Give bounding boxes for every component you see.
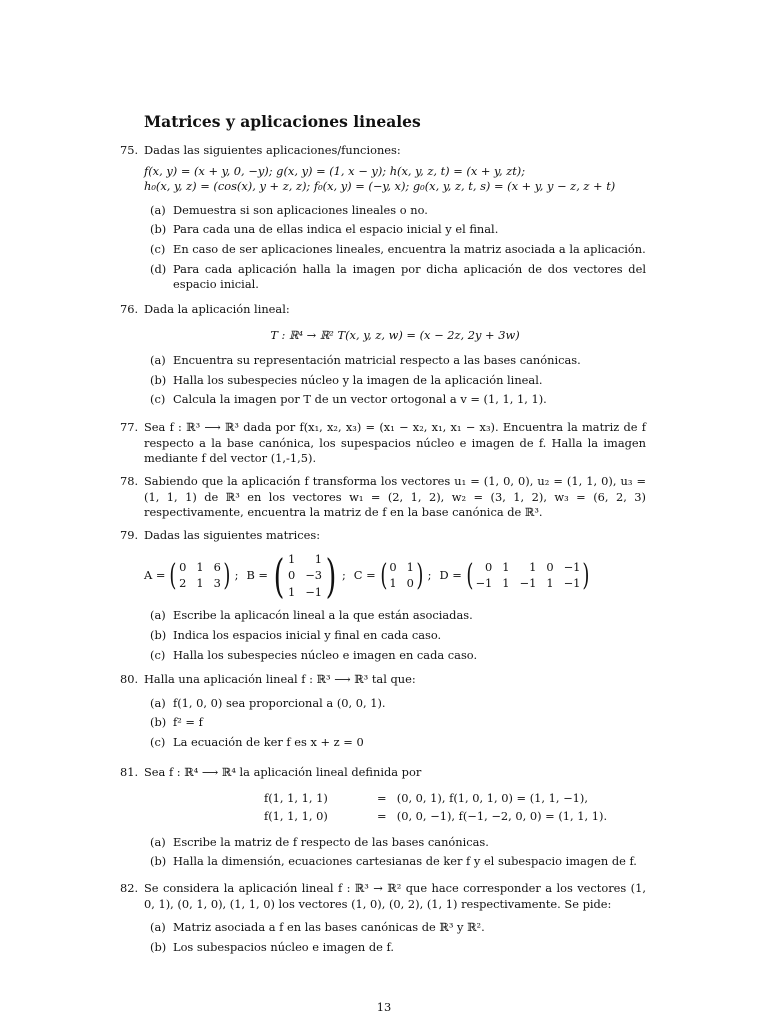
list-item: (b) Los subespacios núcleo e imagen de f. xyxy=(150,939,394,954)
problem-number: 77. xyxy=(120,420,139,434)
list-item: (c) Calcula la imagen por T de un vector ortogonal a v = (1, 1, 1, 1). xyxy=(150,392,547,407)
section-title: Matrices y aplicaciones lineales xyxy=(144,112,421,131)
list-item: (d) Para cada aplicación halla la imagen por dicha aplicación de dos vectores del espacio inicial. xyxy=(150,261,646,292)
matrix-a: ( 0 1 6 2 1 3 ) xyxy=(169,557,231,593)
list-item: (c) La ecuación de ker f es x + z = 0 xyxy=(150,734,364,749)
list-item: (a) f(1, 0, 0) sea proporcional a (0, 0, 1). xyxy=(150,695,386,710)
matrix-b: ( 1 1 0 −3 1 −1 ) xyxy=(273,548,337,603)
problem-number: 79. xyxy=(120,528,139,542)
problem-number: 80. xyxy=(120,672,139,686)
problem-intro: Halla una aplicación lineal f : ℝ³ ⟶ ℝ³ tal que: xyxy=(144,672,416,686)
matrix-a-label: A = xyxy=(144,568,166,583)
list-item: (a) Matriz asociada a f en las bases canónicas de ℝ³ y ℝ². xyxy=(150,920,485,935)
matrices-row: A = ( 0 1 6 2 1 3 ) ; B = ( 1 1 0 −3 1 −1 ) ; C = ( 0 1 1 0 ) ; D = ( 0 1 1 0 −1 −1 1 −1 1 −1 ) xyxy=(144,552,646,601)
problem-intro: Sea f : ℝ⁴ ⟶ ℝ⁴ la aplicación lineal definida por xyxy=(144,765,422,779)
problem-number: 75. xyxy=(120,143,139,157)
page-number: 13 xyxy=(376,1000,392,1014)
list-item: (a) Escribe la matriz de f respecto de las bases canónicas. xyxy=(150,834,489,849)
formula: T : ℝ⁴ → ℝ² T(x, y, z, w) = (x − 2z, 2y + 3w) xyxy=(270,327,520,342)
problem-number: 76. xyxy=(120,302,139,316)
function-line-1: f(x, y) = (x + y, 0, −y); g(x, y) = (1, x − y); h(x, y, z, t) = (x + y, zt); xyxy=(144,163,526,178)
matrix-c-label: C = xyxy=(353,568,376,583)
list-item: (c) En caso de ser aplicaciones lineales, encuentra la matriz asociada a la aplicación. xyxy=(150,241,646,256)
problem-text: Sabiendo que la aplicación f transforma los vectores u₁ = (1, 0, 0), u₂ = (1, 1, 0), u₃ = (1, 1, 1) de ℝ³ en los vectores w₁ = (2, 1, 2), w₂ = (3, 1, 2), w₃ = (6, 2, 3) respectivamente, encuentra la matriz de f en la base canónica de ℝ³. xyxy=(144,474,646,520)
problem-number: 81. xyxy=(120,765,139,779)
problem-intro: Dada la aplicación lineal: xyxy=(144,302,290,316)
problem-number: 82. xyxy=(120,881,139,895)
list-item: (c) Halla los subespecies núcleo e imagen en cada caso. xyxy=(150,647,478,662)
matrix-c: ( 0 1 1 0 ) xyxy=(380,557,424,593)
list-item: (b) Halla los subespecies núcleo y la imagen de la aplicación lineal. xyxy=(150,372,543,387)
matrix-b-label: B = xyxy=(246,568,268,583)
matrix-d: ( 0 1 1 0 −1 −1 1 −1 1 −1 ) xyxy=(466,557,590,593)
list-item: (a) Demuestra si son aplicaciones lineales o no. xyxy=(150,202,428,217)
list-item: (a) Encuentra su representación matricial respecto a las bases canónicas. xyxy=(150,353,581,368)
problem-intro: Dadas las siguientes matrices: xyxy=(144,528,321,542)
problem-text: Se considera la aplicación lineal f : ℝ³ → ℝ² que hace corresponder a los vectores (1, 0, 1), (0, 1, 0), (1, 1, 0) los vectores (1, 0), (0, 2), (1, 1) respectivamente. Se pide: xyxy=(144,881,646,911)
list-item: (a) Escribe la aplicacón lineal a la que están asociadas. xyxy=(150,608,473,623)
list-item: (b) Halla la dimensión, ecuaciones cartesianas de ker f y el subespacio imagen de f. xyxy=(150,854,637,869)
problem-text: Sea f : ℝ³ ⟶ ℝ³ dada por f(x₁, x₂, x₃) = (x₁ − x₂, x₁, x₁ − x₃). Encuentra la matriz de f respecto a la base canónica, los supespacios núcleo e imagen de f. Halla la imagen mediante f del vector (1,-1,5). xyxy=(144,420,646,466)
list-item: (b) Indica los espacios inicial y final en cada caso. xyxy=(150,627,442,642)
matrix-d-label: D = xyxy=(439,568,462,583)
list-item: (b) Para cada una de ellas indica el espacio inicial y el final. xyxy=(150,222,499,237)
equation-array: f(1, 1, 1, 1) = (0, 0, 1), f(1, 0, 1, 0) = (1, 1, −1), f(1, 1, 1, 0) = (0, 0, −1), f(−1, −2, 0, 0) = (1, 1, 1). xyxy=(264,790,608,824)
problem-number: 78. xyxy=(120,474,139,488)
list-item: (b) f² = f xyxy=(150,715,203,730)
problem-intro: Dadas las siguientes aplicaciones/funciones: xyxy=(144,143,401,157)
function-line-2: h₀(x, y, z) = (cos(x), y + z, z); f₀(x, y) = (−y, x); g₀(x, y, z, t, s) = (x + y, y − z, z + t) xyxy=(144,179,616,194)
